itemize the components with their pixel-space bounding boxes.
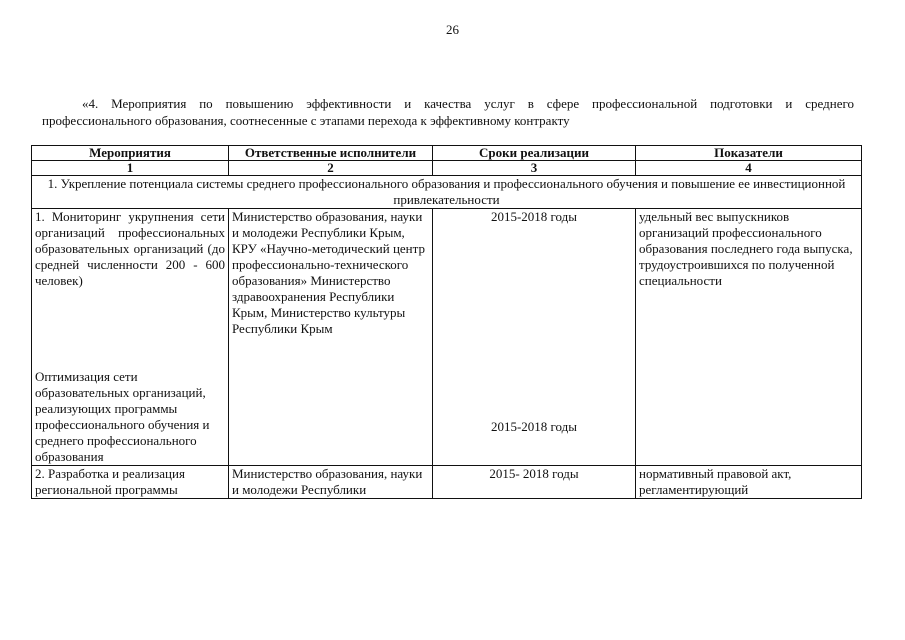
- document-heading: [42, 95, 854, 129]
- header-terms: Сроки реализации: [433, 146, 636, 161]
- heading-line-2: профессионального образования, соотнесенные с этапами перехода к эффективному контракту: [42, 113, 570, 128]
- indicator-cell: нормативный правовой акт, регламентирующий: [636, 466, 862, 499]
- indicator-text: удельный вес выпускников организаций профессионального образования последнего года выпуска, трудоустроившихся по полученной специальности: [639, 209, 853, 288]
- heading-line-1: «4. Мероприятия по повышению эффективности и качества услуг в сфере профессиональной подготовки и среднего: [82, 96, 854, 111]
- spacer: [35, 289, 225, 369]
- header-activities: Мероприятия: [32, 146, 229, 161]
- indicator-cell: [636, 209, 862, 466]
- activities-table: [31, 145, 862, 499]
- column-number: 3: [433, 161, 636, 176]
- term-optimization: 2015-2018 годы: [490, 419, 578, 434]
- term-monitoring: 2015-2018 годы: [490, 209, 578, 224]
- executors-text: Министерство образования, науки и молодежи Республики Крым, КРУ «Научно-методический центр профессионально-технического образования» Министерство здравоохранения Республики Крым, Министерство культуры Республики Крым: [232, 209, 425, 336]
- column-number-row: [32, 161, 862, 176]
- column-number: 4: [636, 161, 862, 176]
- header-indicators: Показатели: [636, 146, 862, 161]
- table-row: [32, 466, 862, 499]
- executors-cell: Министерство образования, науки и молодежи Республики: [229, 466, 433, 499]
- activity-monitoring: 1. Мониторинг укрупнения сети организаций профессиональных образовательных организаций (до средней численности 200 - 600 человек): [35, 209, 225, 288]
- table-header-row: [32, 146, 862, 161]
- activity-optimization: Оптимизация сети образовательных организаций, реализующих программы профессионального обучения и среднего профессионального образования: [35, 369, 210, 464]
- section-title: 1. Укрепление потенциала системы среднего профессионального образования и профессионального обучения и повышение ее инвестиционной привлекательности: [32, 176, 862, 209]
- table-row: [32, 209, 862, 466]
- column-number: 1: [32, 161, 229, 176]
- section-row: [32, 176, 862, 209]
- header-executors: Ответственные исполнители: [229, 146, 433, 161]
- activity-cell: 2. Разработка и реализация региональной программы: [32, 466, 229, 499]
- term-cell: [433, 209, 636, 466]
- column-number: 2: [229, 161, 433, 176]
- term-cell: 2015- 2018 годы: [433, 466, 636, 499]
- page-number: 26: [446, 22, 459, 37]
- executors-cell: [229, 209, 433, 466]
- spacer: [436, 225, 632, 419]
- activity-cell: [32, 209, 229, 466]
